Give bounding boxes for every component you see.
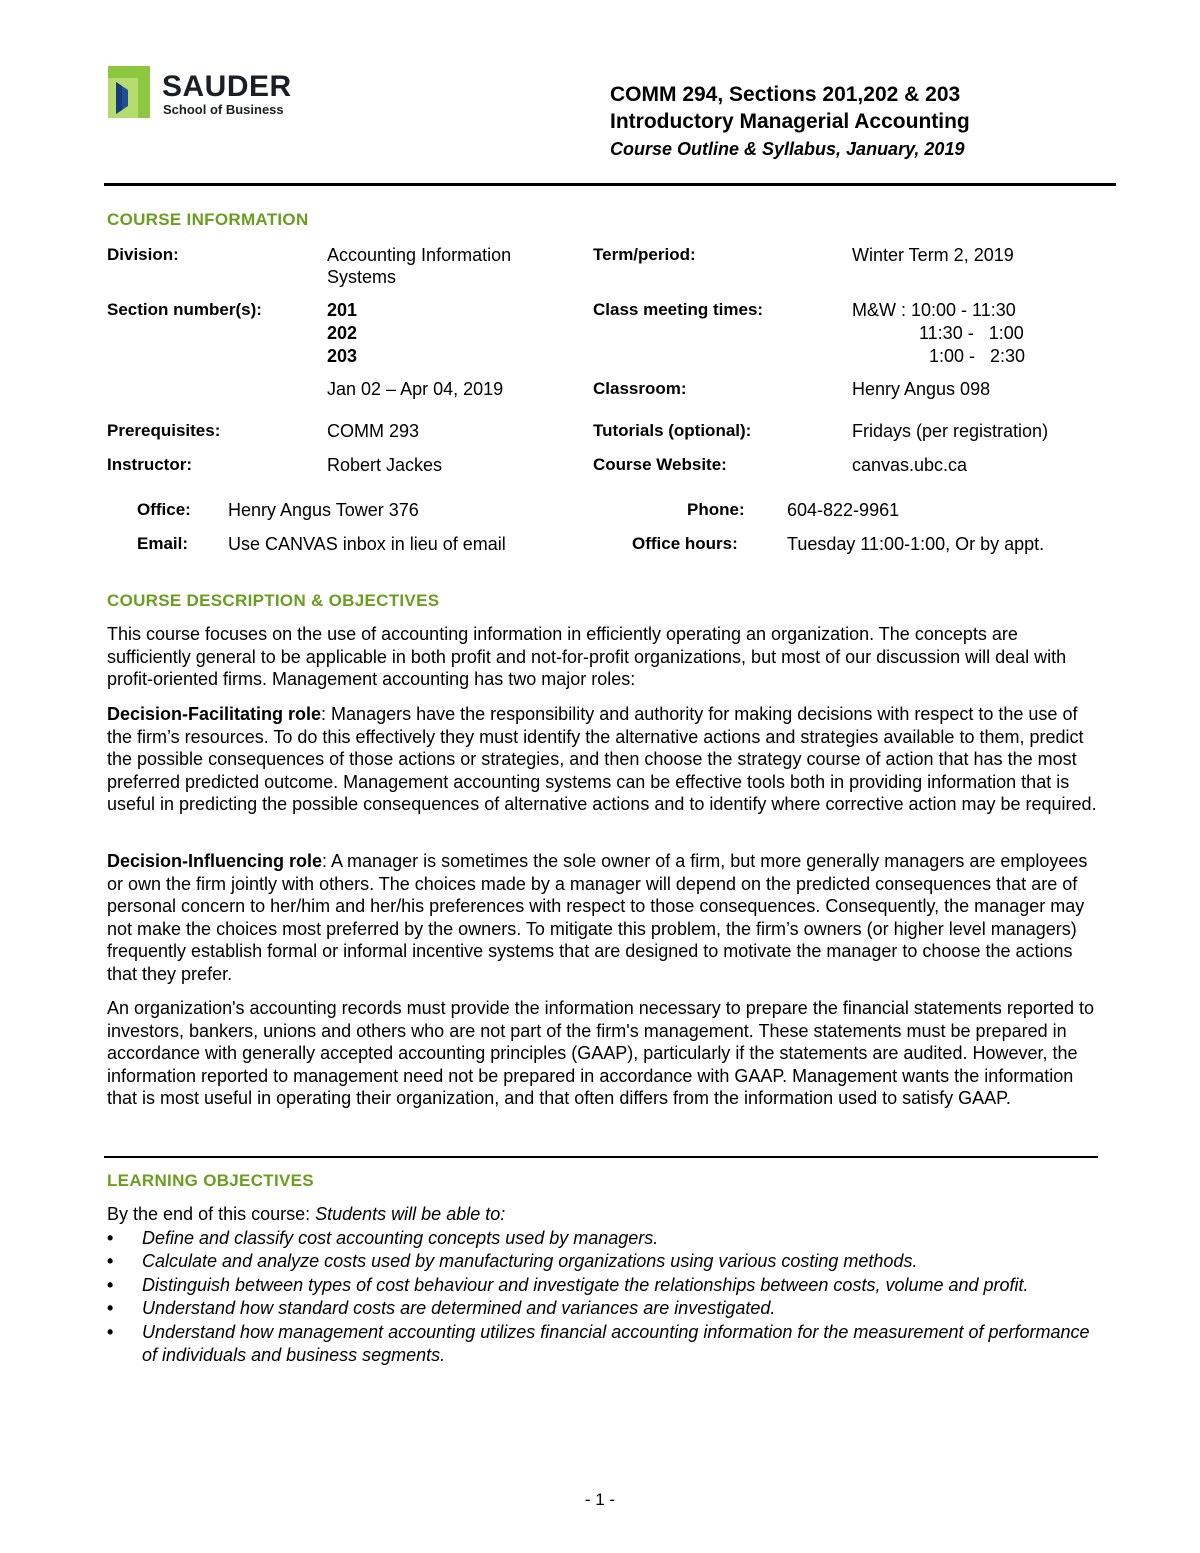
section-number-203: 203 xyxy=(327,346,358,366)
phone-label: Phone: xyxy=(687,500,745,519)
bullet-icon: • xyxy=(107,1251,114,1271)
tutorials-label: Tutorials (optional): xyxy=(593,421,752,440)
description-intro: This course focuses on the use of accounting information in efficiently operating an organization. The concepts are sufficiently general to be applicable in both profit and not-for-profit organizations, but most of our discussion will deal with profit-oriented firms. Management accounting has two major roles: xyxy=(107,624,1067,689)
bullet-icon: • xyxy=(107,1298,114,1318)
meeting-time-2: 11:30 - 1:00 xyxy=(919,323,1024,343)
list-item xyxy=(107,1297,1097,1321)
classroom-label: Classroom: xyxy=(593,379,687,398)
sauder-logo-mark-icon xyxy=(108,66,150,118)
logo-subtitle: School of Business xyxy=(163,102,284,117)
course-dates: Jan 02 – Apr 04, 2019 xyxy=(327,379,504,399)
prerequisites-label: Prerequisites: xyxy=(107,421,221,440)
page-number: - 1 - xyxy=(584,1490,616,1509)
instructor-label: Instructor: xyxy=(107,455,192,474)
meeting-time-3: 1:00 - 2:30 xyxy=(929,346,1026,366)
decision-facilitating-text: : Managers have the responsibility and authority for making decisions with respect to the use of the firm’s resources. To do this effectively they must identify the alternative actions and strategies available to them, predict the possible consequences of those actions or strategies, and then choose the strategy course of action that has the most preferred predicted outcome. Management accounting systems can be effective tools both in providing information that is useful in predicting the possible consequences of alternative actions and to identify where corrective action may be required. xyxy=(107,704,1097,814)
objective-text: Define and classify cost accounting concepts used by managers. xyxy=(142,1227,659,1248)
division-value-line2: Systems xyxy=(327,267,397,287)
office-value: Henry Angus Tower 376 xyxy=(228,500,419,520)
course-information-heading: COURSE INFORMATION xyxy=(107,210,309,229)
header-divider xyxy=(104,183,1116,186)
list-item xyxy=(107,1227,1097,1251)
list-item xyxy=(107,1274,1097,1298)
email-label: Email: xyxy=(137,534,189,553)
division-label: Division: xyxy=(107,245,179,264)
course-name-title: Introductory Managerial Accounting xyxy=(610,110,970,133)
division-value-line1: Accounting Information xyxy=(327,245,512,265)
bullet-icon: • xyxy=(107,1274,114,1295)
instructor-value: Robert Jackes xyxy=(327,455,443,475)
office-hours-value: Tuesday 11:00-1:00, Or by appt. xyxy=(787,534,1045,554)
objective-text: Understand how standard costs are determined and variances are investigated. xyxy=(142,1298,776,1318)
office-label: Office: xyxy=(137,500,191,519)
term-label: Term/period: xyxy=(593,245,696,264)
learning-objectives-heading: LEARNING OBJECTIVES xyxy=(107,1171,314,1190)
learning-intro xyxy=(107,1203,1097,1227)
classroom-value: Henry Angus 098 xyxy=(852,379,991,399)
website-label: Course Website: xyxy=(593,455,727,474)
objective-text: Calculate and analyze costs used by manufacturing organizations using various costing methods. xyxy=(142,1251,918,1271)
section-number-202: 202 xyxy=(327,323,358,343)
logo-name: SAUDER xyxy=(162,70,292,103)
bullet-icon: • xyxy=(107,1321,114,1342)
decision-influencing-paragraph xyxy=(107,850,1097,985)
decision-influencing-label: Decision-Influencing role xyxy=(107,851,323,871)
sauder-logo xyxy=(108,66,298,122)
meeting-time-1: M&W : 10:00 - 11:30 xyxy=(852,300,1016,320)
prerequisites-value: COMM 293 xyxy=(327,421,420,441)
list-item xyxy=(107,1321,1097,1368)
bullet-icon: • xyxy=(107,1227,114,1248)
objective-text: Understand how management accounting utilizes financial accounting information for the measurement of performance of individuals and business segments. xyxy=(142,1321,1090,1365)
list-item xyxy=(107,1250,1097,1274)
decision-facilitating-label: Decision-Facilitating role xyxy=(107,704,322,724)
learning-intro-italic: Students will be able to: xyxy=(315,1204,506,1224)
course-code-title: COMM 294, Sections 201,202 & 203 xyxy=(610,83,961,106)
course-outline-subtitle: Course Outline & Syllabus, January, 2019 xyxy=(610,139,965,159)
course-description-heading: COURSE DESCRIPTION & OBJECTIVES xyxy=(107,591,440,610)
description-closing: An organization's accounting records must provide the information necessary to prepare the financial statements reported to investors, bankers, unions and others who are not part of the firm's management. These statements must be prepared in accordance with generally accepted accounting principles (GAAP), particularly if the statements are audited. However, the information reported to management need not be prepared in accordance with GAAP. Management wants the information that is most useful in operating their organization, and that often differs from the information used to satisfy GAAP. xyxy=(107,998,1094,1108)
objective-text: Distinguish between types of cost behaviour and investigate the relationships between costs, volume and profit. xyxy=(142,1274,1029,1295)
section-number-201: 201 xyxy=(327,300,358,320)
learning-intro-plain: By the end of this course: xyxy=(107,1204,316,1224)
section-divider xyxy=(104,1156,1098,1158)
meeting-times-label: Class meeting times: xyxy=(593,300,764,319)
section-number-label: Section number(s): xyxy=(107,300,262,319)
email-value: Use CANVAS inbox in lieu of email xyxy=(228,534,506,554)
office-hours-label: Office hours: xyxy=(632,534,738,553)
term-value: Winter Term 2, 2019 xyxy=(852,245,1014,265)
decision-facilitating-paragraph xyxy=(107,703,1097,816)
phone-value: 604-822-9961 xyxy=(787,500,900,520)
learning-objectives-list xyxy=(107,1203,1097,1368)
decision-influencing-text: : A manager is sometimes the sole owner of a firm, but more generally managers are employees or own the firm jointly with others. The choices made by a manager will depend on the predicted consequences that are of personal concern to her/him and her/his preferences with respect to those consequences. Consequently, the manager may not make the choices most preferred by the owners. To mitigate this problem, the firm’s owners (or higher level managers) frequently establish formal or informal incentive systems that are designed to motivate the manager to choose the actions that they prefer. xyxy=(107,851,1088,984)
tutorials-value: Fridays (per registration) xyxy=(852,421,1049,441)
website-value: canvas.ubc.ca xyxy=(852,455,968,475)
